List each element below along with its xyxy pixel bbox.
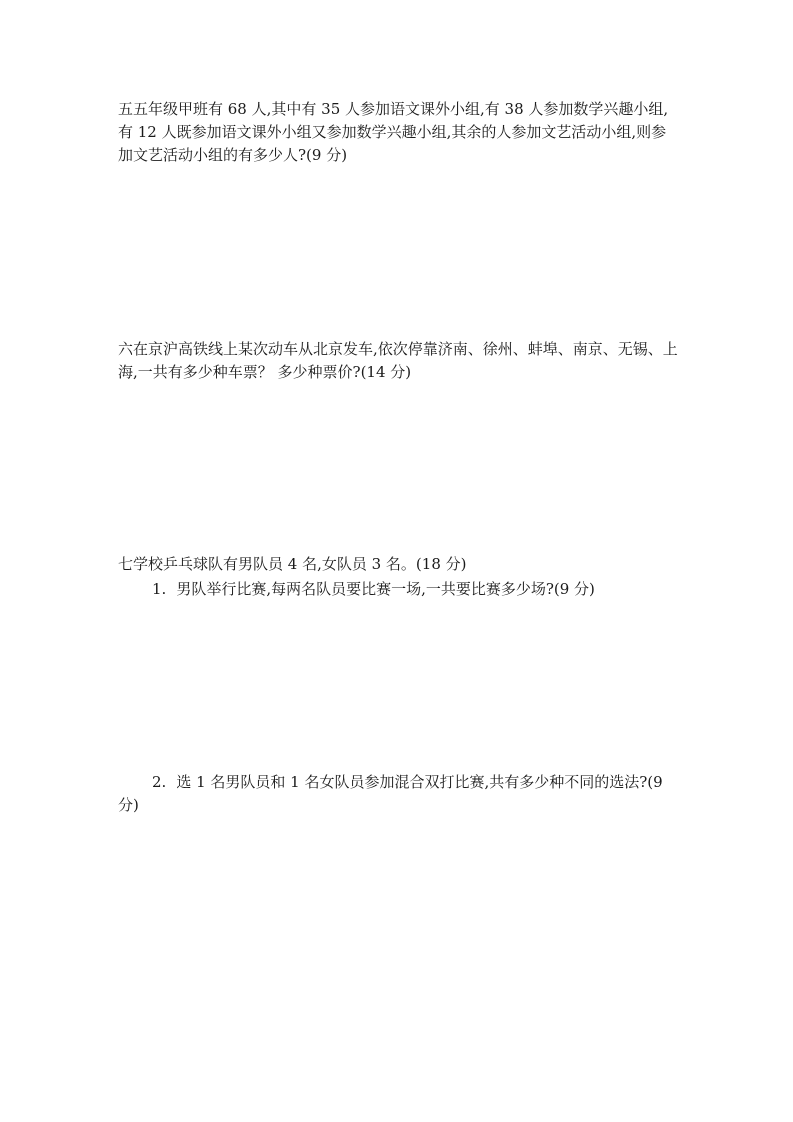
question-6: 六在京沪高铁线上某次动车从北京发车,依次停靠济南、徐州、蚌埠、南京、无锡、上海,一共有多少种车票？ 多少种票价?(14 分) [118, 340, 678, 381]
sub-number: 2. [152, 773, 167, 791]
sub-text: 男队举行比赛,每两名队员要比赛一场,一共要比赛多少场?(9 分) [176, 580, 595, 598]
sub-text: 选 1 名男队员和 1 名女队员参加混合双打比赛,共有多少种不同的选法?(9 分) [118, 773, 663, 814]
sub-number: 1. [152, 580, 167, 598]
question-7-sub-2 [118, 771, 680, 817]
question-7: 七学校乒乓球队有男队员 4 名,女队员 3 名。(18 分) [118, 555, 467, 573]
question-7-sub-1 [152, 578, 680, 601]
question-5: 五五年级甲班有 68 人,其中有 35 人参加语文课外小组,有 38 人参加数学兴趣小组,有 12 人既参加语文课外小组又参加数学兴趣小组,其余的人参加文艺活动小组,则参加文艺活动小组的有多少人?(9 分) [118, 100, 669, 164]
